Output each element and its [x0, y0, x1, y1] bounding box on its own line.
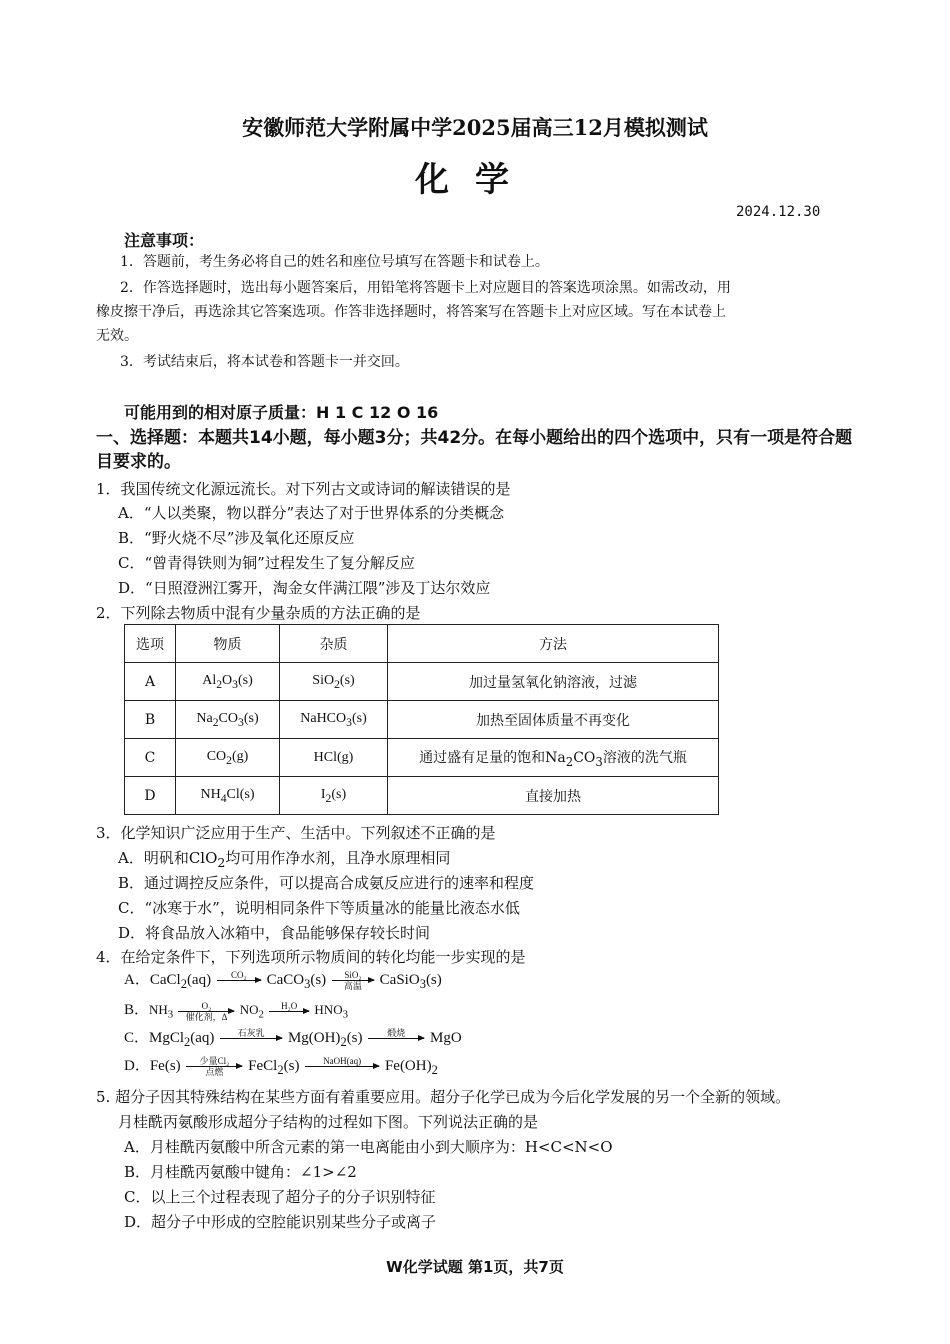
q3-option-c: C．“冰寒于水”，说明相同条件下等质量冰的能量比液态水低 [118, 899, 520, 917]
q4-option-d: D．Fe(s) 少量Cl₂ 点燃 FeCl$_2$(s) NaOH(aq) $Fe(OH)_2$ [124, 1056, 438, 1078]
notice-item: 2．作答选择题时，选出每小题答案后，用铅笔将答题卡上对应题目的答案选项涂黑。如需改动，用 [120, 280, 731, 296]
exam-date: 2024.12.30 [736, 204, 821, 220]
table-cell: D [125, 777, 176, 815]
q1-option-b: B．“野火烧不尽”涉及氧化还原反应 [118, 529, 355, 547]
question-2-stem: 2．下列除去物质中混有少量杂质的方法正确的是 [96, 604, 421, 622]
notice-heading: 注意事项： [124, 231, 205, 250]
table-cell: 加热至固体质量不再变化 [388, 701, 719, 739]
table-cell: $NH_4Cl(s)$ [176, 777, 280, 815]
reaction-arrow: 少量Cl₂ 点燃 [186, 1056, 242, 1077]
question-5-stem-cont: 月桂酰丙氨酸形成超分子结构的过程如下图。下列说法正确的是 [118, 1113, 539, 1131]
q1-option-a: A．“人以类聚，物以群分”表达了对于世界体系的分类概念 [118, 504, 505, 522]
table-cell: $Al_2O_3(s)$ [176, 663, 280, 701]
table-header-row [125, 625, 719, 663]
notice-item: 无效。 [96, 328, 138, 344]
table-cell: C [125, 739, 176, 777]
notice-item: 橡皮擦干净后，再选涂其它答案选项。作答非选择题时，将答案写在答题卡上对应区域。写在本试卷上 [96, 304, 726, 320]
question-5-stem: 5. 超分子因其特殊结构在某些方面有着重要应用。超分子化学已成为今后化学发展的另一个全新的领域。 [96, 1088, 791, 1106]
page-footer: W化学试题 第1页，共7页 [386, 1258, 564, 1276]
exam-title: 安徽师范大学附属中学2025届高三12月模拟测试 [242, 115, 708, 140]
q5-option-d: D．超分子中形成的空腔能识别某些分子或离子 [124, 1213, 437, 1231]
q2-table [124, 624, 719, 815]
table-header: 物质 [176, 625, 280, 663]
table-row [125, 777, 719, 815]
question-3-stem: 3．化学知识广泛应用于生产、生活中。下列叙述不正确的是 [96, 824, 496, 842]
table-cell: $CO_2(g)$ [176, 739, 280, 777]
question-1-stem: 1．我国传统文化源远流长。对下列古文或诗词的解读错误的是 [96, 480, 511, 498]
subject-title: 化学 [415, 160, 535, 200]
question-4-stem: 4．在给定条件下，下列选项所示物质间的转化均能一步实现的是 [96, 948, 526, 966]
table-header: 选项 [125, 625, 176, 663]
table-cell: 加过量氢氧化钠溶液，过滤 [388, 663, 719, 701]
table-cell: $I_2(s)$ [280, 777, 388, 815]
table-cell: HCl(g) [280, 739, 388, 777]
q1-option-c: C．“曾青得铁则为铜”过程发生了复分解反应 [118, 554, 415, 572]
q3-option-b: B．通过调控反应条件，可以提高合成氨反应进行的速率和程度 [118, 874, 535, 892]
table-cell: NaHCO$_3$(s) [280, 701, 388, 739]
table-row [125, 701, 719, 739]
q4-option-b: B．$NH_3$ O₂ 催化剂，Δ $NO_2$ H₂O $HNO_3$ [124, 1000, 349, 1022]
table-cell: B [125, 701, 176, 739]
q5-option-a: A．月桂酰丙氨酸中所含元素的第一电离能由小到大顺序为：H<C<N<O [124, 1138, 613, 1156]
table-row [125, 663, 719, 701]
q1-option-d: D．“日照澄洲江雾开，淘金女伴满江隈”涉及丁达尔效应 [118, 579, 491, 597]
q3-option-a: A．明矾和ClO$_2$均可用作净水剂，且净水原理相同 [118, 849, 451, 870]
notice-item: 1．答题前，考生务必将自己的姓名和座位号填写在答题卡和试卷上。 [120, 254, 549, 270]
q4-option-c: C．MgCl$_2$(aq) 石灰乳 $Mg(OH)_2(s)$ 煅烧 MgO [124, 1028, 462, 1049]
q3-option-d: D．将食品放入冰箱中，食品能够保存较长时间 [118, 924, 431, 942]
reaction-arrow: NaOH(aq) [305, 1056, 379, 1077]
table-cell: 通过盛有足量的饱和$Na_2CO_3$溶液的洗气瓶 [388, 739, 719, 777]
table-cell: 直接加热 [388, 777, 719, 815]
table-row [125, 739, 719, 777]
atomic-mass-line: 可能用到的相对原子质量：H 1 C 12 O 16 [124, 403, 439, 422]
table-header: 方法 [388, 625, 719, 663]
notice-item: 3．考试结束后，将本试卷和答题卡一并交回。 [120, 354, 409, 370]
q5-option-b: B．月桂酰丙氨酸中键角：∠1>∠2 [124, 1163, 357, 1181]
table-cell: A [125, 663, 176, 701]
reaction-arrow: SiO₂ 高温 [332, 970, 374, 991]
reaction-arrow: O₂ 催化剂，Δ [178, 1001, 234, 1022]
reaction-arrow: 煅烧 [368, 1028, 424, 1049]
q4-option-a: A．CaCl$_2$(aq) CO₂ CaCO$_3$(s) SiO₂ 高温 CaSiO$_3$(s) [124, 970, 442, 992]
reaction-arrow: H₂O [269, 1001, 309, 1022]
q5-option-c: C．以上三个过程表现了超分子的分子识别特征 [124, 1188, 436, 1206]
table-cell: SiO$_2$(s) [280, 663, 388, 701]
section-heading: 一、选择题：本题共14小题，每小题3分；共42分。在每小题给出的四个选项中，只有一项是符合题目要求的。 [96, 428, 853, 472]
table-header: 杂质 [280, 625, 388, 663]
reaction-arrow: CO₂ [217, 970, 261, 991]
table-cell: $Na_2CO_3(s)$ [176, 701, 280, 739]
reaction-arrow: 石灰乳 [220, 1028, 282, 1049]
